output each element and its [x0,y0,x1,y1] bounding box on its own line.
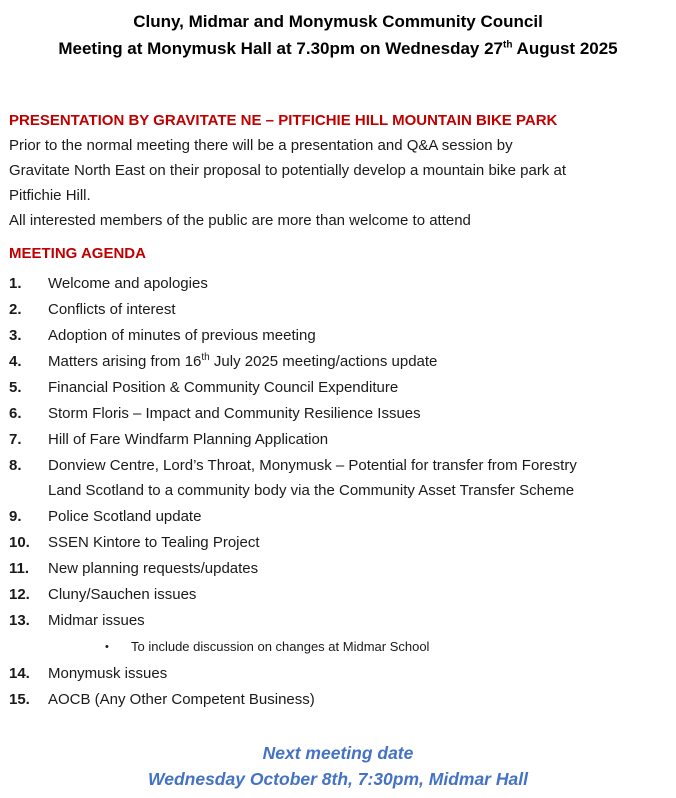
agenda-item-text: Financial Position & Community Council Expenditure [48,379,399,396]
agenda-item-5 [9,375,667,400]
agenda-item-1 [9,271,667,296]
presentation-body-line: Pitfichie Hill. [9,187,91,204]
agenda-item-number: 14. [9,665,30,682]
agenda-item-4-superscript: th [201,352,210,363]
agenda-item-text: Storm Floris – Impact and Community Resilience Issues [48,405,421,422]
agenda-item-number: 7. [9,431,22,448]
agenda-item-text [48,453,577,503]
title-date-superscript: th [503,39,513,51]
agenda-item-number: 12. [9,586,30,603]
agenda-item-text [48,349,437,374]
agenda-item-2 [9,297,667,322]
agenda-section [9,241,667,712]
document-title [9,8,667,62]
agenda-item-text: Midmar issues [48,612,145,629]
title-line-1: Cluny, Midmar and Monymusk Community Council [133,12,543,31]
agenda-item-15 [9,687,667,712]
agenda-item-text: Hill of Fare Windfarm Planning Application [48,431,329,448]
title-line-2-suffix: August 2025 [512,39,618,58]
agenda-item-number: 3. [9,327,22,344]
presentation-heading: PRESENTATION BY GRAVITATE NE – PITFICHIE HILL MOUNTAIN BIKE PARK [9,112,558,129]
agenda-item-number: 13. [9,612,30,629]
agenda-item-12 [9,582,667,607]
agenda-item-text: New planning requests/updates [48,560,259,577]
agenda-item-3 [9,323,667,348]
agenda-item-4 [9,349,667,374]
agenda-item-text: Adoption of minutes of previous meeting [48,327,316,344]
sub-bullet-text: To include discussion on changes at Midmar School [131,639,430,654]
agenda-item-10 [9,530,667,555]
bullet-icon: • [105,641,109,653]
agenda-item-number: 4. [9,353,22,370]
agenda-item-7 [9,427,667,452]
agenda-item-number: 6. [9,405,22,422]
agenda-item-13-sub-bullet [105,637,667,657]
agenda-list [9,271,667,712]
agenda-item-14 [9,661,667,686]
agenda-item-11 [9,556,667,581]
agenda-item-text: Police Scotland update [48,508,202,525]
next-meeting-title: Next meeting date [262,743,414,763]
agenda-item-number: 1. [9,275,22,292]
agenda-item-6 [9,401,667,426]
agenda-item-8 [9,453,667,503]
agenda-item-number: 2. [9,301,22,318]
agenda-item-number: 5. [9,379,22,396]
agenda-item-9 [9,504,667,529]
agenda-item-text: Monymusk issues [48,665,168,682]
agenda-item-text: Conflicts of interest [48,301,176,318]
next-meeting-details: Wednesday October 8th, 7:30pm, Midmar Hall [148,769,528,789]
presentation-body-line: Prior to the normal meeting there will be a presentation and Q&A session by [9,137,513,154]
agenda-item-13 [9,608,667,633]
agenda-item-8-line-1: Donview Centre, Lord’s Throat, Monymusk – Potential for transfer from Forestry [48,457,577,474]
agenda-item-text: AOCB (Any Other Competent Business) [48,691,315,708]
presentation-body-line: All interested members of the public are more than welcome to attend [9,212,471,229]
agenda-item-number: 10. [9,534,30,551]
presentation-body-line: Gravitate North East on their proposal to potentially develop a mountain bike park at [9,162,566,179]
agenda-item-text: Cluny/Sauchen issues [48,586,197,603]
agenda-item-text: Welcome and apologies [48,275,208,292]
agenda-item-number: 15. [9,691,30,708]
agenda-item-text: SSEN Kintore to Tealing Project [48,534,260,551]
agenda-item-8-line-2: Land Scotland to a community body via the Community Asset Transfer Scheme [48,482,575,499]
agenda-heading: MEETING AGENDA [9,245,146,262]
agenda-item-4-pre: Matters arising from 16 [48,353,202,370]
title-line-2 [9,35,667,62]
agenda-item-4-post: July 2025 meeting/actions update [209,353,438,370]
agenda-item-number: 9. [9,508,22,525]
presentation-section [9,108,667,233]
next-meeting-notice [9,740,667,792]
agenda-item-number: 11. [9,560,30,577]
agenda-item-number: 8. [9,457,22,474]
title-line-2-text: Meeting at Monymusk Hall at 7.30pm on Wednesday 27 [58,39,503,58]
